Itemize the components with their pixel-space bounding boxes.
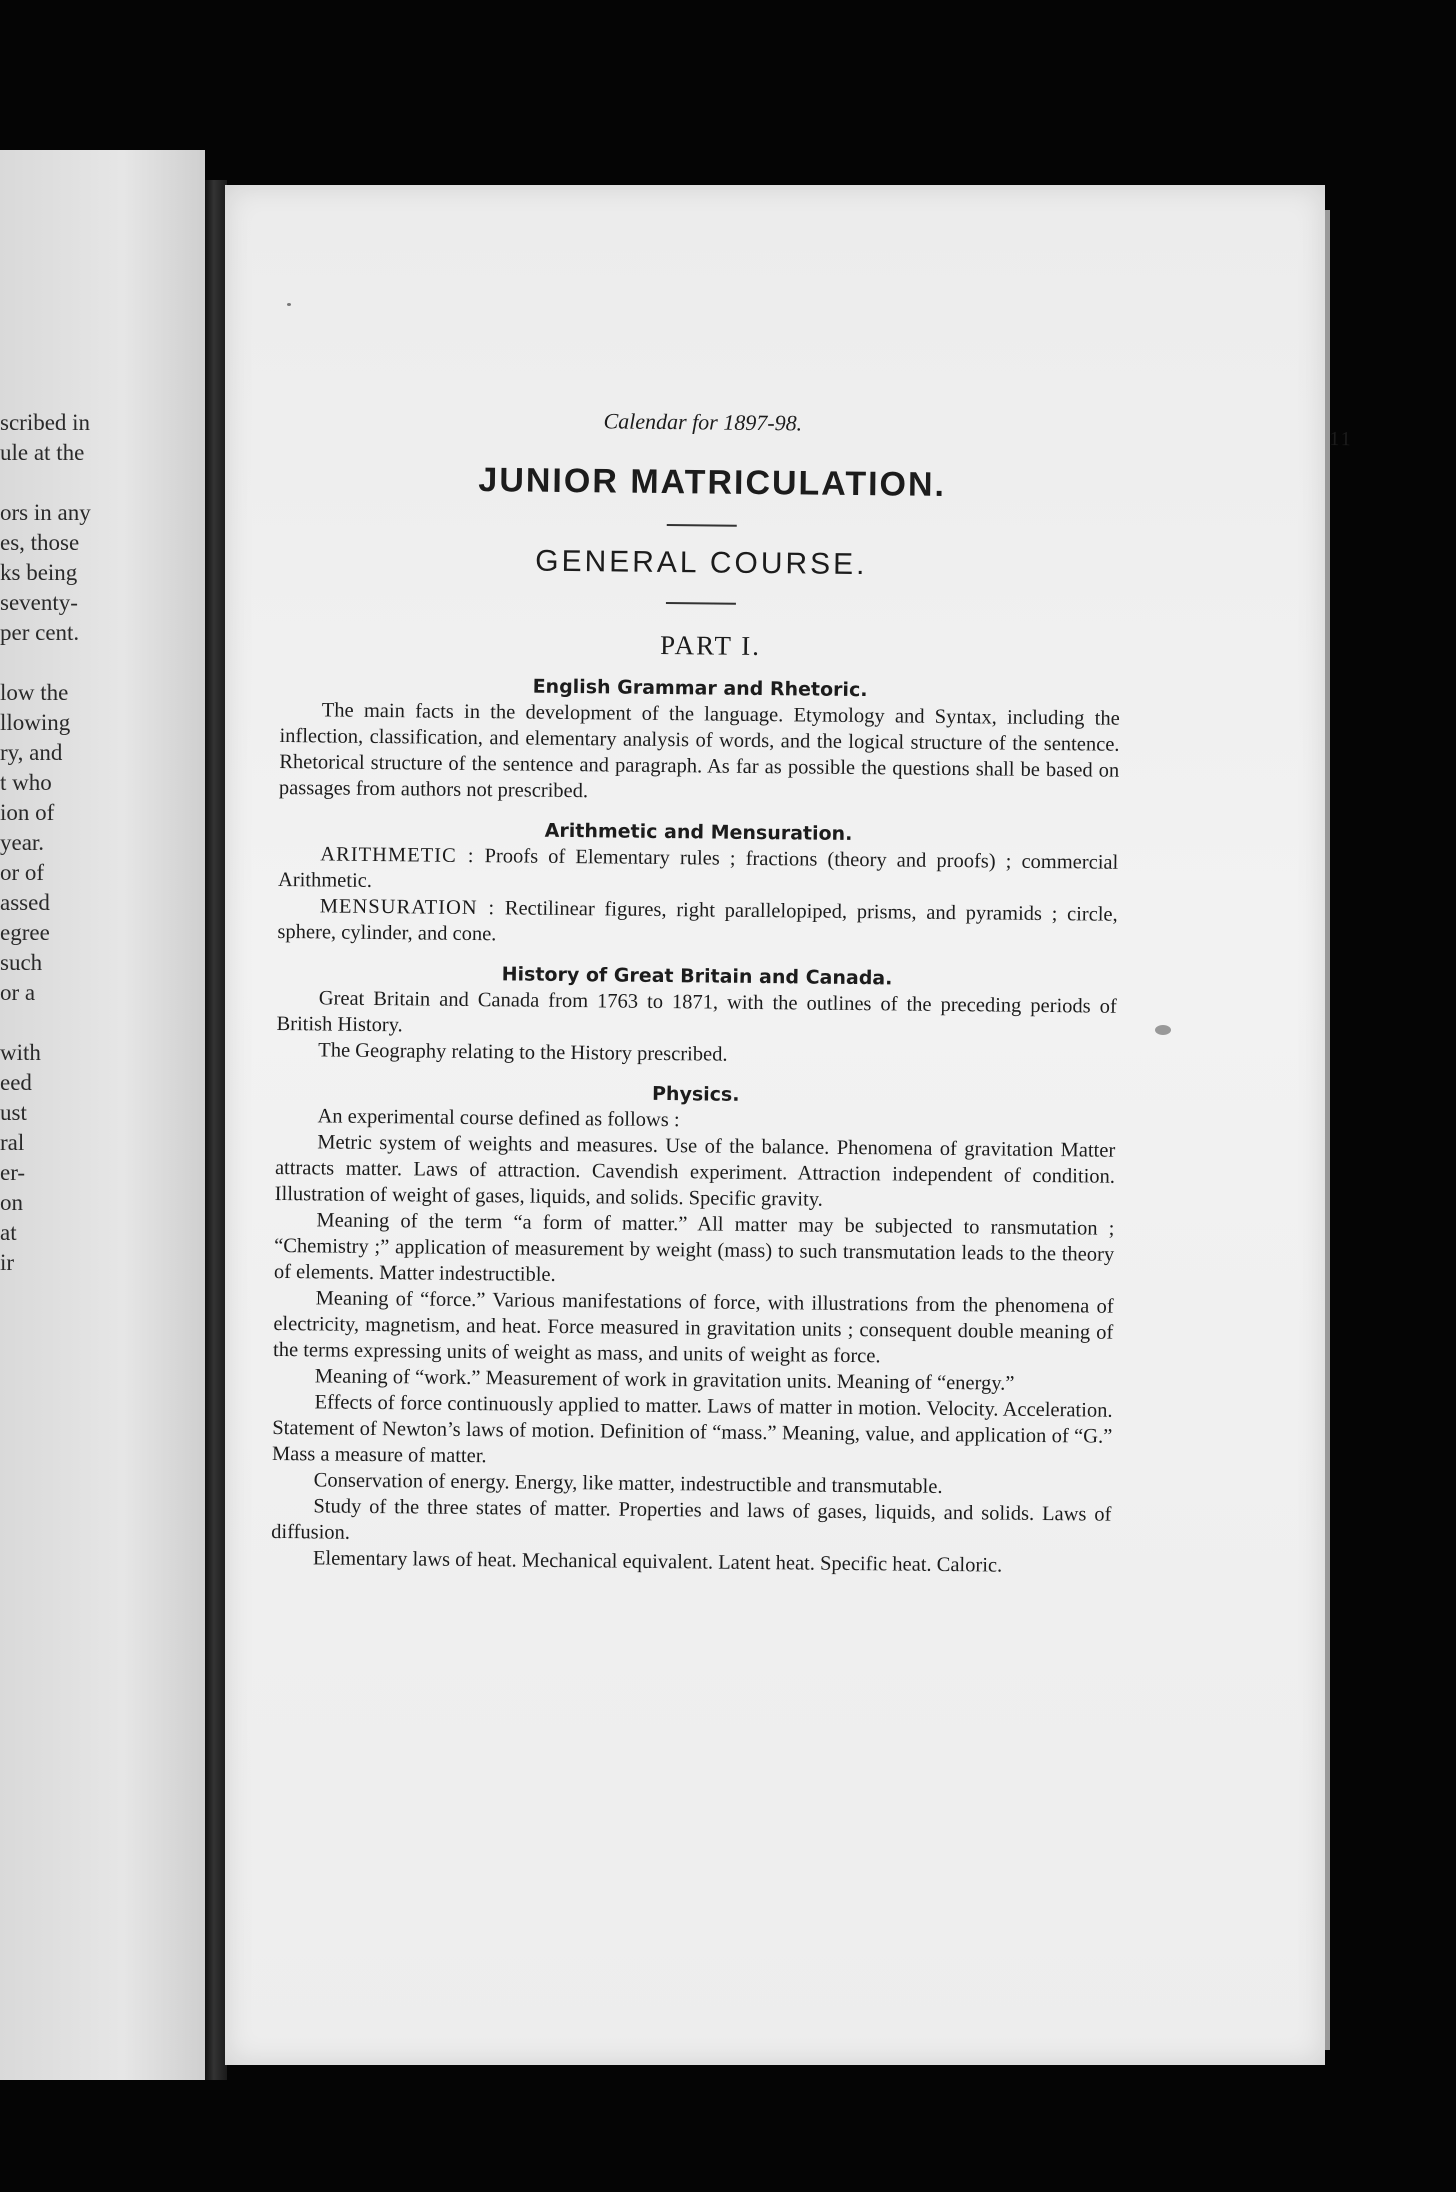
facing-page-text-fragment: at	[0, 1220, 17, 1245]
paragraph: The main facts in the development of the language. Etymology and Syntax, including the inflection, classification, and elementary analysis of words, and the logical structure of the sentence. Rhetorical structure of the sentence and paragraph. As far as possible the questions shall be based on passages from authors not prescribed.	[278, 699, 1120, 803]
paragraph: Effects of force continuously applied to matter. Laws of matter in motion. Velocity. Acceleration. Statement of Newton’s laws of motion. Definition of “mass.” Meaning, value, and application of “G.” Mass a measure of matter.	[271, 1391, 1113, 1468]
facing-page-text-fragment: ks being	[0, 560, 78, 585]
facing-page-text-fragment: ion of	[0, 800, 55, 825]
paragraph: Great Britain and Canada from 1763 to 1871, with the outlines of the preceding periods of British History.	[276, 987, 1117, 1037]
facing-page-text-fragment: eed	[0, 1070, 32, 1095]
facing-page-text-fragment: or of	[0, 860, 45, 885]
facing-page-text-fragment: ral	[0, 1130, 25, 1155]
facing-page-text-fragment: scribed in	[0, 410, 91, 435]
facing-page-text-fragment: ry, and	[0, 740, 63, 765]
facing-page-text-fragment: such	[0, 950, 43, 975]
facing-page-text-fragment: on	[0, 1190, 23, 1215]
facing-page-text-fragment: seventy-	[0, 590, 78, 615]
paragraph: Meaning of the term “a form of matter.” All matter may be subjected to ransmutation ; “Chemistry ;” application of measurement by weight (mass) to such transmutation leads to the theory of elements. Matter indestructible.	[273, 1209, 1115, 1286]
facing-page-text-fragment: per cent.	[0, 620, 80, 645]
mensuration-label: MENSURATION :	[319, 895, 496, 920]
facing-page-text-fragment: or a	[0, 980, 36, 1005]
mensuration-text: Rectilinear figures, right parallelopiped, prisms, and pyramids ; circle, sphere, cylinder, and cone.	[277, 897, 1118, 946]
book-binding	[205, 180, 227, 2080]
divider-rule	[667, 524, 737, 527]
paragraph: Elementary laws of heat. Mechanical equivalent. Latent heat. Specific heat. Caloric.	[312, 1547, 1003, 1577]
page-title: JUNIOR MATRICULATION.	[478, 461, 947, 504]
divider-rule	[666, 602, 736, 605]
section-heading-arithmetic: Arithmetic and Mensuration.	[544, 819, 853, 845]
paper-blemish	[1155, 1025, 1171, 1035]
paragraph: Meaning of “force.” Various manifestations of force, with illustrations from the phenomena of electricity, magnetism, and heat. Force measured in gravitation units ; consequent double meaning of the terms expressing units of weight as mass, and units of weight as force.	[272, 1287, 1114, 1368]
arithmetic-label: ARITHMETIC :	[320, 843, 475, 868]
facing-page-text-fragment: year.	[0, 830, 45, 855]
facing-page-text-fragment: ule at the	[0, 440, 85, 465]
section-heading-physics: Physics.	[651, 1082, 740, 1106]
arithmetic-text: Proofs of Elementary rules ; fractions (theory and proofs) ; commercial Arithmetic.	[277, 845, 1119, 892]
facing-page-text-fragment: t who	[0, 770, 52, 795]
paragraph: Study of the three states of matter. Properties and laws of gases, liquids, and solids. Laws of diffusion.	[271, 1495, 1112, 1544]
page-number: 11	[1329, 427, 1353, 451]
facing-page-text-fragment: ors in any	[0, 500, 91, 525]
facing-page-text-fragment: egree	[0, 920, 50, 945]
paper-speck	[287, 303, 291, 306]
page-content	[271, 405, 1353, 1580]
section-heading-english: English Grammar and Rhetoric.	[532, 675, 868, 702]
facing-page-text-fragment: er-	[0, 1160, 26, 1185]
facing-page-text-fragment: with	[0, 1040, 41, 1065]
paragraph-mensuration	[277, 893, 1117, 954]
facing-page-text-fragment: ir	[0, 1250, 15, 1275]
paragraph: An experimental course defined as follows :	[317, 1105, 680, 1132]
paragraph: Meaning of “work.” Measurement of work in gravitation units. Meaning of “energy.”	[314, 1365, 1015, 1395]
paragraph: Conservation of energy. Energy, like matter, indestructible and transmutable.	[313, 1469, 943, 1498]
facing-page-text-fragment: ust	[0, 1100, 27, 1125]
facing-page-text-fragment: llowing	[0, 710, 71, 735]
course-title: GENERAL COURSE.	[535, 544, 868, 582]
paragraph-arithmetic	[278, 841, 1118, 902]
facing-page	[0, 150, 205, 2080]
book-page	[225, 185, 1353, 2065]
running-head	[283, 405, 1353, 454]
paragraph: The Geography relating to the History prescribed.	[318, 1039, 728, 1066]
part-heading: PART I.	[659, 629, 762, 662]
running-head-text: Calendar for 1897-98.	[603, 408, 803, 436]
facing-page-text-fragment: es, those	[0, 530, 80, 555]
facing-page-text-fragment: low the	[0, 680, 69, 705]
paragraph: Metric system of weights and measures. Use of the balance. Phenomena of gravitation Matter attracts matter. Laws of attraction. Cavendish experiment. Attraction independent of condition. Illustration of weight of gases, liquids, and solids. Specific gravity.	[274, 1131, 1116, 1211]
facing-page-text-fragment: assed	[0, 890, 50, 915]
section-heading-history: History of Great Britain and Canada.	[501, 963, 893, 990]
